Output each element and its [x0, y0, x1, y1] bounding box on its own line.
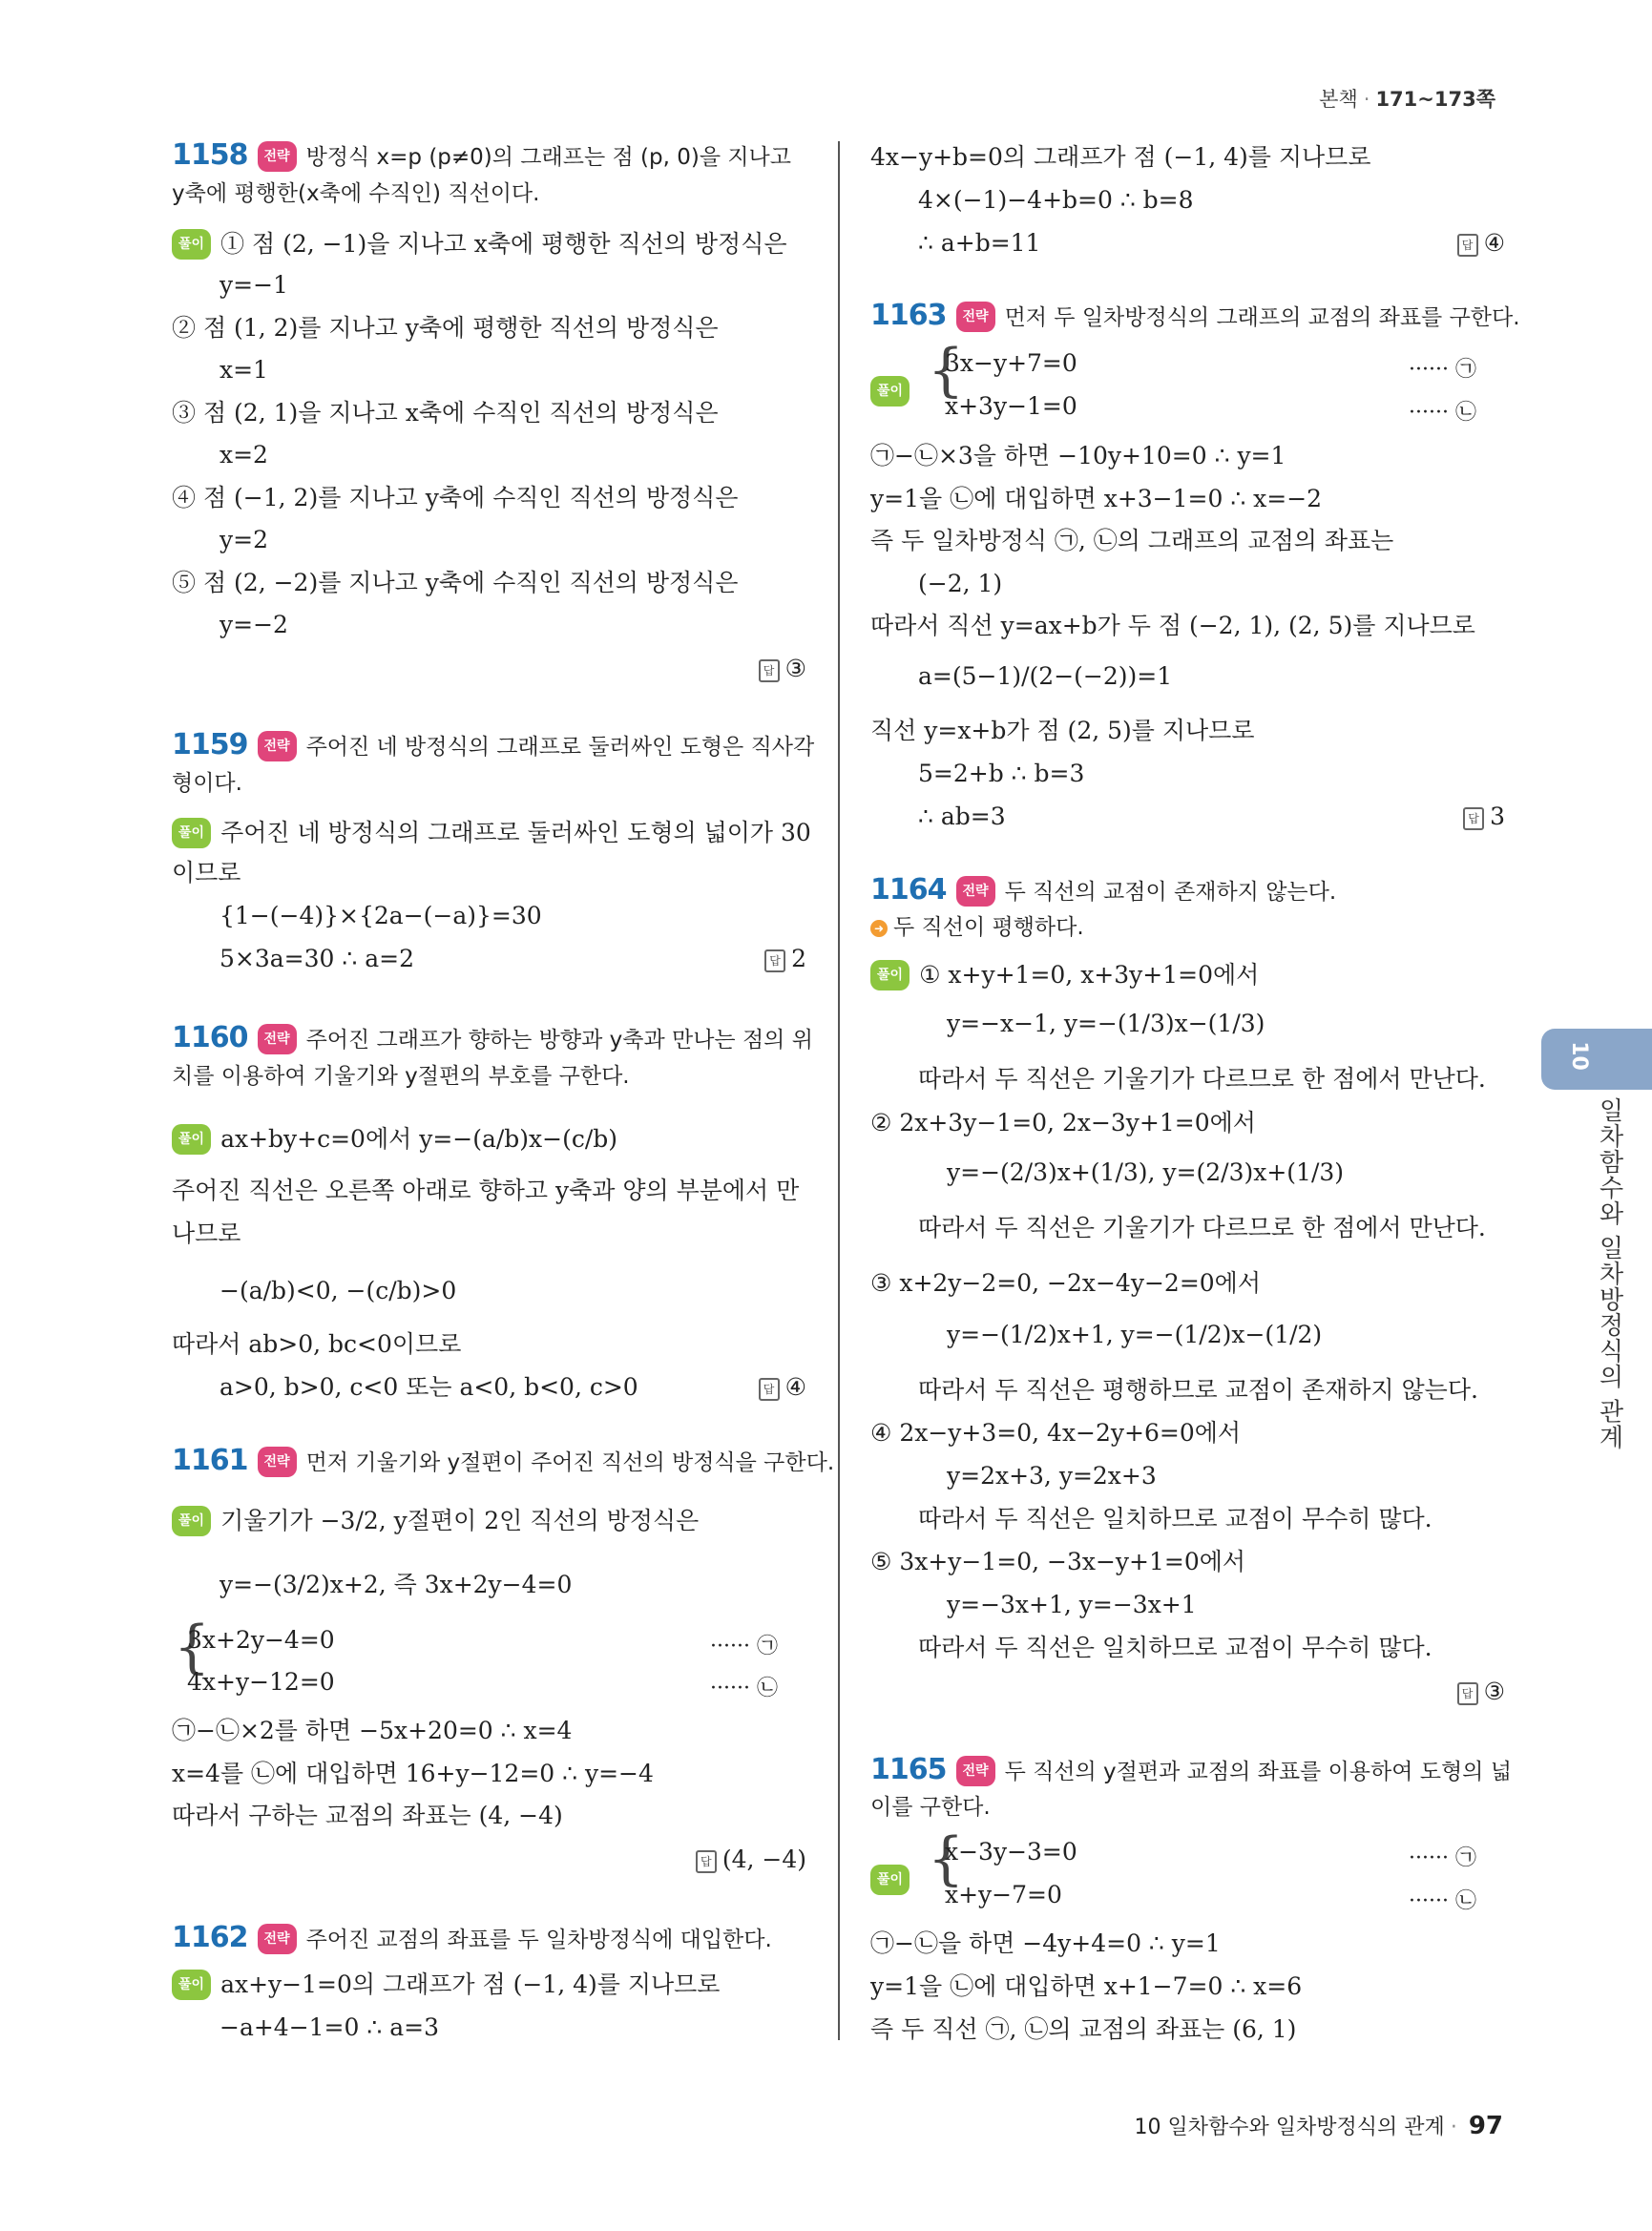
solution-line: 따라서 두 직선은 기울기가 다르므로 한 점에서 만난다. [918, 1065, 1486, 1093]
footer-chapter: 10 일차함수와 일차방정식의 관계 [1134, 2116, 1445, 2139]
problem-1165-header [870, 1753, 1512, 1786]
solution-badge: 풀이 [172, 1506, 211, 1536]
solution-line [172, 1970, 720, 2000]
solution-line [172, 818, 811, 848]
solution-line: ③ 점 (2, 1)을 지나고 x축에 수직인 직선의 방정식은 [172, 399, 719, 427]
equation: 4x+y−12=0 [187, 1668, 335, 1696]
solution-line: y=−(2/3)x+(1/3), y=(2/3)x+(1/3) [947, 1158, 1345, 1186]
problem-number: 1163 [870, 299, 947, 332]
answer-icon: 답 [696, 1850, 717, 1873]
problem-1164-header [870, 873, 1337, 907]
problem-number: 1162 [172, 1921, 248, 1954]
equation-marker: ······ ㉡ [1409, 1889, 1476, 1913]
solution-line: ② 2x+3y−1=0, 2x−3y+1=0에서 [870, 1109, 1256, 1136]
answer-value: (4, −4) [721, 1845, 806, 1873]
strategy-text [870, 913, 1084, 942]
problem-1160-header [172, 1021, 813, 1054]
header-page-reference: 본책 · 171~173쪽 [1319, 88, 1495, 111]
solution-line: y=2x+3, y=2x+3 [947, 1462, 1157, 1490]
solution-line: ㉠−㉡×2를 하면 −5x+20=0 ∴ x=4 [172, 1717, 573, 1744]
strategy-badge: 전략 [258, 731, 297, 761]
solution-line: 즉 두 직선 ㉠, ㉡의 교점의 좌표는 (6, 1) [870, 2015, 1297, 2043]
solution-line: 따라서 두 직선은 일치하므로 교점이 무수히 많다. [918, 1505, 1432, 1533]
solution-line: y=−2 [220, 611, 288, 638]
equation-marker: ······ ㉡ [710, 1677, 778, 1700]
solution-line: x=1 [220, 356, 268, 384]
solution-line: y=−(1/2)x+1, y=−(1/2)x−(1/2) [947, 1321, 1323, 1348]
solution-line: (−2, 1) [918, 570, 1003, 597]
solution-line: 따라서 두 직선은 기울기가 다르므로 한 점에서 만난다. [918, 1214, 1486, 1241]
solution-line: 이므로 [172, 859, 241, 886]
solution-badge: 풀이 [870, 960, 910, 990]
solution-text: ① x+y+1=0, x+3y+1=0에서 [919, 961, 1260, 989]
system-brace: { [174, 1614, 211, 1680]
equation-marker: ······ ㉡ [1409, 401, 1476, 425]
strategy-badge: 전략 [956, 302, 995, 332]
page-number: 97 [1468, 2112, 1503, 2140]
chapter-title: 일차함수와 일차방정식의 관계 [1595, 1097, 1623, 1450]
answer-icon: 답 [1463, 807, 1484, 830]
solution-line: ㉠−㉡×3을 하면 −10y+10=0 ∴ y=1 [870, 442, 1286, 469]
strategy-text: 이를 구한다. [870, 1795, 991, 1820]
solution-line: 4×(−1)−4+b=0 ∴ b=8 [918, 186, 1194, 214]
strategy-text: 형이다. [172, 771, 242, 796]
strategy-text: 주어진 교점의 좌표를 두 일차방정식에 대입한다. [305, 1928, 772, 1952]
solution-line: y=1을 ㉡에 대입하면 x+3−1=0 ∴ x=−2 [870, 485, 1323, 512]
solution-line: y=−(3/2)x+2, 즉 3x+2y−4=0 [220, 1571, 573, 1598]
strategy-text: 두 직선의 교점이 존재하지 않는다. [1004, 880, 1337, 905]
strategy-badge: 전략 [258, 1447, 297, 1477]
answer-value: 2 [791, 945, 806, 972]
solution-line [172, 229, 787, 260]
footer: 10 일차함수와 일차방정식의 관계 · 97 [1134, 2112, 1503, 2140]
strategy-text: 치를 이용하여 기울기와 y절편의 부호를 구한다. [172, 1064, 630, 1089]
solution-line: a=(5−1)/(2−(−2))=1 [918, 662, 1173, 690]
solution-line: 직선 y=x+b가 점 (2, 5)를 지나므로 [870, 717, 1255, 744]
solution-text: ax+y−1=0의 그래프가 점 (−1, 4)를 지나므로 [220, 1970, 721, 1998]
problem-1163-header [870, 299, 1520, 332]
problem-number: 1159 [172, 728, 248, 761]
strategy-conclusion: 두 직선이 평행하다. [893, 915, 1084, 940]
solution-line: ⑤ 3x+y−1=0, −3x−y+1=0에서 [870, 1548, 1246, 1575]
problem-1162-header [172, 1921, 772, 1954]
chapter-tab [1541, 1029, 1652, 1090]
solution-line: x=4를 ㉡에 대입하면 16+y−12=0 ∴ y=−4 [172, 1760, 654, 1787]
solution-line: 즉 두 일차방정식 ㉠, ㉡의 그래프의 교점의 좌표는 [870, 527, 1394, 554]
solution-line: 따라서 두 직선은 평행하므로 교점이 존재하지 않는다. [918, 1376, 1478, 1404]
strategy-badge: 전략 [258, 1924, 297, 1954]
answer-value: ③ [1483, 1678, 1505, 1705]
problem-number: 1165 [870, 1753, 947, 1786]
solution-line: −(a/b)<0, −(c/b)>0 [220, 1277, 457, 1304]
header-pages: 171~173쪽 [1375, 88, 1495, 111]
answer [696, 1845, 806, 1873]
problem-1158-header [172, 138, 791, 172]
solution-line: 따라서 구하는 교점의 좌표는 (4, −4) [172, 1802, 563, 1829]
solution-line [870, 960, 1259, 990]
problem-number: 1164 [870, 873, 947, 907]
problem-1161-header [172, 1444, 835, 1477]
solution-line: y=−3x+1, y=−3x+1 [947, 1591, 1197, 1618]
strategy-badge: 전략 [956, 876, 995, 907]
solution-badge: 풀이 [172, 1124, 211, 1155]
solution-line: y=−x−1, y=−(1/3)x−(1/3) [947, 1010, 1265, 1037]
equation: 3x−y+7=0 [945, 349, 1077, 377]
solution-line: ③ x+2y−2=0, −2x−4y−2=0에서 [870, 1269, 1261, 1297]
equation-marker: ······ ㉠ [1409, 1846, 1476, 1870]
solution-line: 나므로 [172, 1220, 241, 1247]
solution-line: 따라서 직선 y=ax+b가 두 점 (−2, 1), (2, 5)를 지나므로 [870, 612, 1475, 639]
strategy-text: 주어진 그래프가 향하는 방향과 y축과 만나는 점의 위 [305, 1028, 813, 1053]
solution-line: ⑤ 점 (2, −2)를 지나고 y축에 수직인 직선의 방정식은 [172, 569, 739, 596]
solution-text: ① 점 (2, −1)을 지나고 x축에 평행한 직선의 방정식은 [220, 230, 787, 258]
strategy-badge: 전략 [258, 141, 297, 172]
answer-icon: 답 [764, 949, 785, 972]
column-divider [838, 141, 840, 2040]
problem-1159-header [172, 728, 815, 761]
solution-badge: 풀이 [172, 1970, 211, 2000]
equation: x+y−7=0 [945, 1881, 1062, 1908]
solution-line: 따라서 ab>0, bc<0이므로 [172, 1330, 462, 1358]
equation: 3x+2y−4=0 [187, 1626, 335, 1654]
solution-line: 5=2+b ∴ b=3 [918, 760, 1085, 787]
solution-badge: 풀이 [870, 1865, 910, 1895]
solution-line: {1−(−4)}×{2a−(−a)}=30 [220, 902, 542, 929]
solution-line [172, 1124, 617, 1155]
solution-line: 주어진 직선은 오른쪽 아래로 향하고 y축과 양의 부분에서 만 [172, 1177, 800, 1204]
answer-icon: 답 [759, 1378, 780, 1401]
answer-value: ④ [784, 1373, 806, 1401]
equation-marker: ······ ㉠ [1409, 358, 1476, 382]
header-book: 본책 [1319, 88, 1358, 111]
strategy-text: y축에 평행한(x축에 수직인) 직선이다. [172, 181, 540, 206]
solution-line: ㉠−㉡을 하면 −4y+4=0 ∴ y=1 [870, 1929, 1221, 1957]
problem-number: 1158 [172, 138, 248, 172]
answer [759, 1373, 806, 1401]
answer [1457, 1678, 1505, 1705]
solution-line: y=2 [220, 526, 268, 553]
answer-icon: 답 [759, 659, 780, 682]
solution-line: 5×3a=30 ∴ a=2 [220, 945, 414, 972]
solution-line: ④ 점 (−1, 2)를 지나고 y축에 수직인 직선의 방정식은 [172, 484, 739, 511]
system-brace: { [928, 337, 965, 404]
solution-line: ② 점 (1, 2)를 지나고 y축에 평행한 직선의 방정식은 [172, 314, 719, 342]
solution-line: x=2 [220, 441, 268, 469]
solution-line: ∴ a+b=11 [918, 229, 1041, 257]
strategy-text: 먼저 두 일차방정식의 그래프의 교점의 좌표를 구한다. [1004, 305, 1520, 330]
answer [764, 945, 806, 972]
equation: x+3y−1=0 [945, 392, 1077, 420]
solution-badge: 풀이 [172, 229, 211, 260]
solution-line: 4x−y+b=0의 그래프가 점 (−1, 4)를 지나므로 [870, 143, 1371, 171]
problem-number: 1160 [172, 1021, 248, 1054]
answer-value: ③ [784, 655, 806, 682]
solution-line: y=1을 ㉡에 대입하면 x+1−7=0 ∴ x=6 [870, 1972, 1303, 2000]
answer [759, 655, 806, 682]
strategy-text: 먼저 기울기와 y절편이 주어진 직선의 방정식을 구한다. [305, 1450, 835, 1475]
answer-value: ④ [1483, 229, 1505, 257]
solution-line: ∴ ab=3 [918, 803, 1006, 830]
solution-text: 주어진 네 방정식의 그래프로 둘러싸인 도형의 넓이가 30 [220, 819, 811, 846]
equation-marker: ······ ㉠ [710, 1635, 778, 1658]
equation: x−3y−3=0 [945, 1838, 1077, 1866]
strategy-badge: 전략 [956, 1756, 995, 1786]
solution-text: ax+by+c=0에서 y=−(a/b)x−(c/b) [220, 1125, 618, 1153]
solution-badge: 풀이 [172, 818, 211, 848]
solution-line: y=−1 [220, 271, 288, 299]
solution-line: 따라서 두 직선은 일치하므로 교점이 무수히 많다. [918, 1634, 1432, 1661]
solution-badge-line [870, 376, 919, 407]
solution-text: 기울기가 −3/2, y절편이 2인 직선의 방정식은 [220, 1507, 700, 1534]
system-brace: { [928, 1825, 965, 1892]
answer-value: 3 [1490, 803, 1505, 830]
arrow-right-icon: ➜ [870, 920, 888, 937]
solution-line: ④ 2x−y+3=0, 4x−2y+6=0에서 [870, 1419, 1242, 1447]
solution-line: −a+4−1=0 ∴ a=3 [220, 2013, 439, 2041]
solution-badge-line [870, 1865, 919, 1895]
strategy-text: 두 직선의 y절편과 교점의 좌표를 이용하여 도형의 넓 [1004, 1760, 1512, 1784]
strategy-text: 주어진 네 방정식의 그래프로 둘러싸인 도형은 직사각 [305, 735, 815, 760]
chapter-number: 10 [1566, 1041, 1591, 1071]
strategy-text: 방정식 x=p (p≠0)의 그래프는 점 (p, 0)을 지나고 [305, 145, 791, 170]
solution-line [172, 1506, 699, 1536]
problem-number: 1161 [172, 1444, 248, 1477]
answer-icon: 답 [1457, 234, 1478, 257]
solution-line: a>0, b>0, c<0 또는 a<0, b<0, c>0 [220, 1373, 638, 1401]
answer [1457, 229, 1505, 257]
answer-icon: 답 [1457, 1682, 1478, 1705]
solution-badge: 풀이 [870, 376, 910, 407]
strategy-badge: 전략 [258, 1024, 297, 1054]
answer [1463, 803, 1505, 830]
